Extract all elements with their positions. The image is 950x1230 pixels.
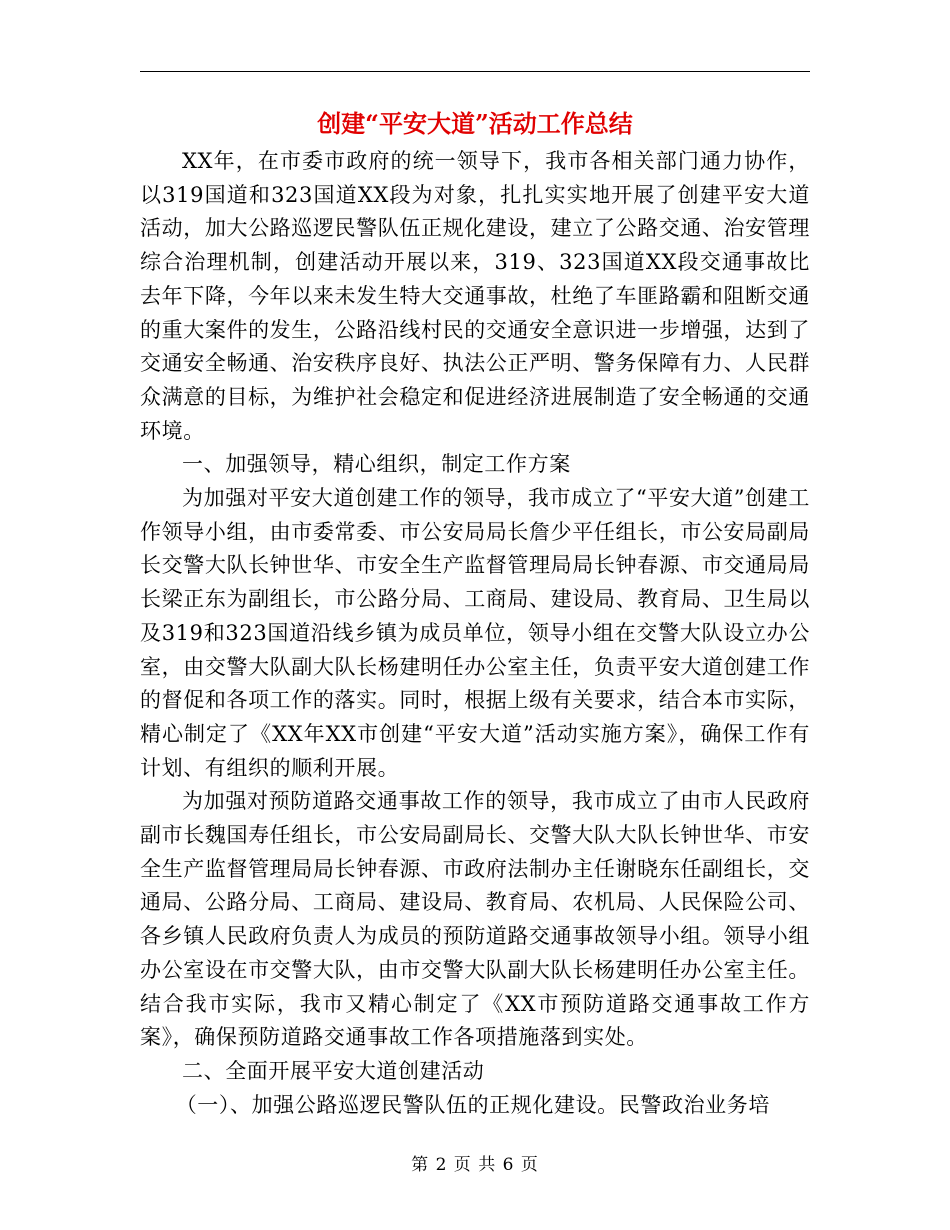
paragraph-intro: XX年，在市委市政府的统一领导下，我市各相关部门通力协作，以319国道和323国道XX段为对象，扎扎实实地开展了创建平安大道活动，加大公路巡逻民警队伍正规化建设，建立了公路交通、治安管理综合治理机制，创建活动开展以来，319、323国道XX段交通事故比去年下降，今年以来未发生特大交通事故，杜绝了车匪路霸和阻断交通的重大案件的发生，公路沿线村民的交通安全意识进一步增强，达到了交通安全畅通、治安秩序良好、执法公正严明、警务保障有力、人民群众满意的目标，为维护社会稳定和促进经济进展制造了安全畅通的交通环境。 [140, 149, 810, 443]
paragraph-accident-prevention: 为加强对预防道路交通事故工作的领导，我市成立了由市人民政府副市长魏国寿任组长，市公安局副局长、交警大队大队长钟世华、市安全生产监督管理局局长钟春源、市政府法制办主任谢晓东任副组长，交通局、公路分局、工商局、建设局、教育局、农机局、人民保险公司、各乡镇人民政府负责人为成员的预防道路交通事故领导小组。领导小组办公室设在市交警大队，由市交警大队副大队长杨建明任办公室主任。结合我市实际，我市又精心制定了《XX市预防道路交通事故工作方案》，确保预防道路交通事故工作各项措施落到实处。 [140, 789, 810, 1050]
section-heading-2: 二、全面开展平安大道创建活动 [182, 1058, 485, 1083]
subsection-1: （一）、加强公路巡逻民警队伍的正规化建设。民警政治业务培 [175, 1092, 770, 1117]
section-heading-1: 一、加强领导，精心组织，制定工作方案 [182, 452, 571, 477]
document-body [140, 145, 810, 1122]
page-footer: 第 2 页 共 6 页 [411, 1155, 539, 1175]
document-title: 创建“平安大道”活动工作总结 [317, 109, 633, 138]
header-rule [140, 71, 810, 72]
paragraph-leadership-group: 为加强对平安大道创建工作的领导，我市成立了“平安大道”创建工作领导小组，由市委常委、市公安局局长詹少平任组长，市公安局副局长交警大队长钟世华、市安全生产监督管理局局长钟春源、市交通局局长梁正东为副组长，市公路分局、工商局、建设局、教育局、卫生局以及319和323国道沿线乡镇为成员单位，领导小组在交警大队设立办公室，由交警大队副大队长杨建明任办公室主任，负责平安大道创建工作的督促和各项工作的落实。同时，根据上级有关要求，结合本市实际，精心制定了《XX年XX市创建“平安大道”活动实施方案》，确保工作有计划、有组织的顺利开展。 [140, 486, 810, 780]
